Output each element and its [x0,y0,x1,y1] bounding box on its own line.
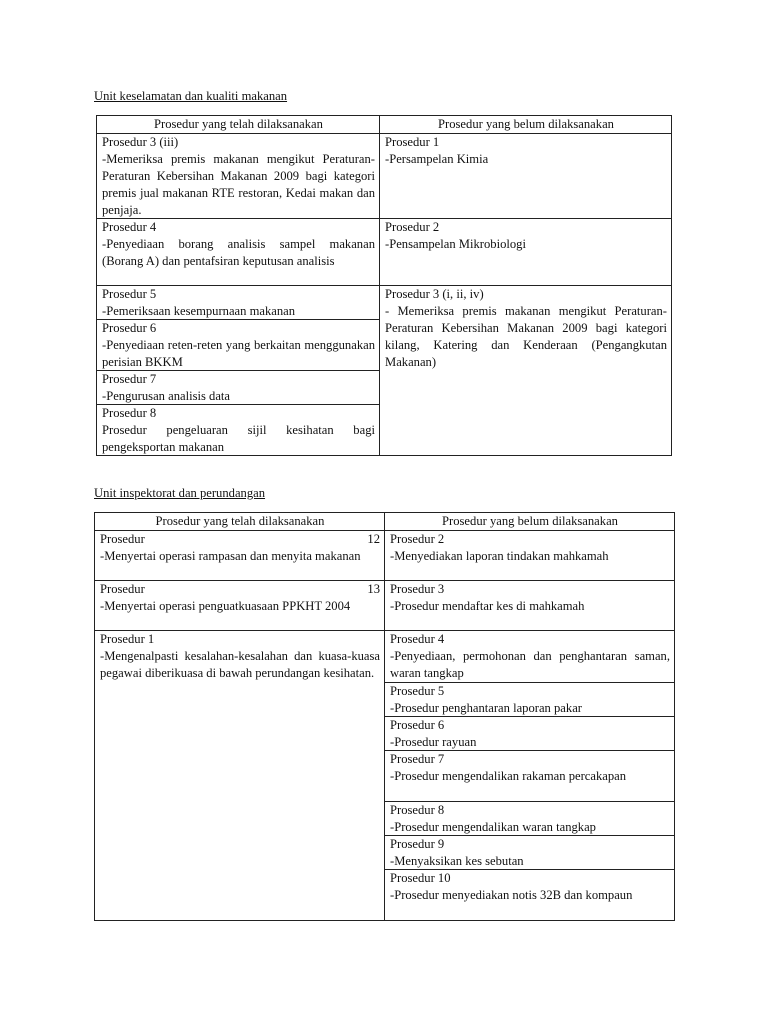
s2-header-left: Prosedur yang telah dilaksanakan [94,512,385,531]
s1-left-cell [96,319,380,371]
procedure-title: Prosedur 3 (iii) [102,135,179,149]
procedure-desc: -Pengurusan analisis data [102,389,231,403]
procedure-desc: -Menyaksikan kes sebutan [390,854,524,868]
s2-left-cell [94,530,385,581]
procedure-title: Prosedur 4 [102,220,157,234]
section2-title: Unit inspektorat dan perundangan [94,486,266,500]
s2-right-cell [384,801,675,836]
procedure-title: Prosedur [100,532,145,546]
section1-title: Unit keselamatan dan kualiti makanan [94,89,288,103]
procedure-desc: -Prosedur mengendalikan waran tangkap [390,820,596,834]
procedure-desc: Prosedur pengeluaran sijil kesihatan bagi pengeksportan makanan [102,423,375,454]
procedure-title: Prosedur 8 [102,406,157,420]
s2-header-right: Prosedur yang belum dilaksanakan [384,512,675,531]
procedure-desc: -Menyediakan laporan tindakan mahkamah [390,549,609,563]
procedure-desc: -Mengenalpasti kesalahan-kesalahan dan kuasa-kuasa pegawai diberikuasa di bawah perundangan kesihatan. [100,649,380,680]
s1-header-left: Prosedur yang telah dilaksanakan [96,115,380,134]
s2-right-cell [384,630,675,683]
procedure-title: Prosedur 1 [385,135,440,149]
procedure-title: Prosedur [100,582,145,596]
s2-right-cell [384,580,675,631]
procedure-desc: -Prosedur mengendalikan rakaman percakapan [390,769,627,783]
s1-left-cell [96,133,380,219]
procedure-number: 12 [367,532,380,546]
s2-right-cell [384,750,675,802]
procedure-title: Prosedur 10 [390,871,451,885]
procedure-title: Prosedur 1 [100,632,155,646]
procedure-title: Prosedur 5 [102,287,157,301]
procedure-title: Prosedur 8 [390,803,445,817]
procedure-desc: -Prosedur menyediakan notis 32B dan kompaun [390,888,633,902]
procedure-title: Prosedur 7 [390,752,445,766]
procedure-title: Prosedur 3 [390,582,445,596]
procedure-title-row [100,531,380,548]
s1-right-cell [379,133,672,219]
procedure-title: Prosedur 7 [102,372,157,386]
s1-left-cell [96,218,380,286]
s1-right-cell [379,218,672,286]
s1-header-right: Prosedur yang belum dilaksanakan [379,115,672,134]
procedure-desc: -Penyediaan borang analisis sampel makanan (Borang A) dan pentafsiran keputusan analisis [102,237,375,268]
procedure-title: Prosedur 2 [390,532,445,546]
procedure-title: Prosedur 6 [102,321,157,335]
s2-left-cell [94,630,385,921]
s2-right-cell [384,869,675,921]
s2-right-cell [384,835,675,870]
s2-left-cell [94,580,385,631]
procedure-desc: -Pensampelan Mikrobiologi [385,237,526,251]
procedure-desc: -Prosedur mendaftar kes di mahkamah [390,599,585,613]
procedure-title: Prosedur 9 [390,837,445,851]
s1-left-cell [96,404,380,456]
procedure-title: Prosedur 5 [390,684,445,698]
procedure-number: 13 [367,582,380,596]
procedure-desc: - Memeriksa premis makanan mengikut Peraturan-Peraturan Kebersihan Makanan 2009 bagi kategori kilang, Katering dan Kenderaan (Pengangkutan Makanan) [385,304,667,369]
s2-right-cell [384,530,675,581]
procedure-desc: -Persampelan Kimia [385,152,489,166]
procedure-desc: -Menyertai operasi penguatkuasaan PPKHT 2004 [100,599,351,613]
procedure-desc: -Penyediaan, permohonan dan penghantaran saman, waran tangkap [390,649,670,680]
s1-left-cell [96,285,380,320]
procedure-title: Prosedur 6 [390,718,445,732]
procedure-desc: -Pemeriksaan kesempurnaan makanan [102,304,296,318]
procedure-desc: -Memeriksa premis makanan mengikut Peraturan-Peraturan Kebersihan Makanan 2009 bagi kategori premis jual makanan RTE restoran, Kedai makan dan penjaja. [102,152,375,217]
procedure-desc: -Prosedur rayuan [390,735,477,749]
s1-left-cell [96,370,380,405]
procedure-title: Prosedur 2 [385,220,440,234]
procedure-title-row [100,581,380,598]
s2-right-cell [384,716,675,751]
procedure-title: Prosedur 3 (i, ii, iv) [385,287,484,301]
s2-right-cell [384,682,675,717]
s1-right-cell [379,285,672,456]
procedure-desc: -Penyediaan reten-reten yang berkaitan menggunakan perisian BKKM [102,338,375,369]
procedure-desc: -Prosedur penghantaran laporan pakar [390,701,582,715]
procedure-title: Prosedur 4 [390,632,445,646]
procedure-desc: -Menyertai operasi rampasan dan menyita makanan [100,549,361,563]
